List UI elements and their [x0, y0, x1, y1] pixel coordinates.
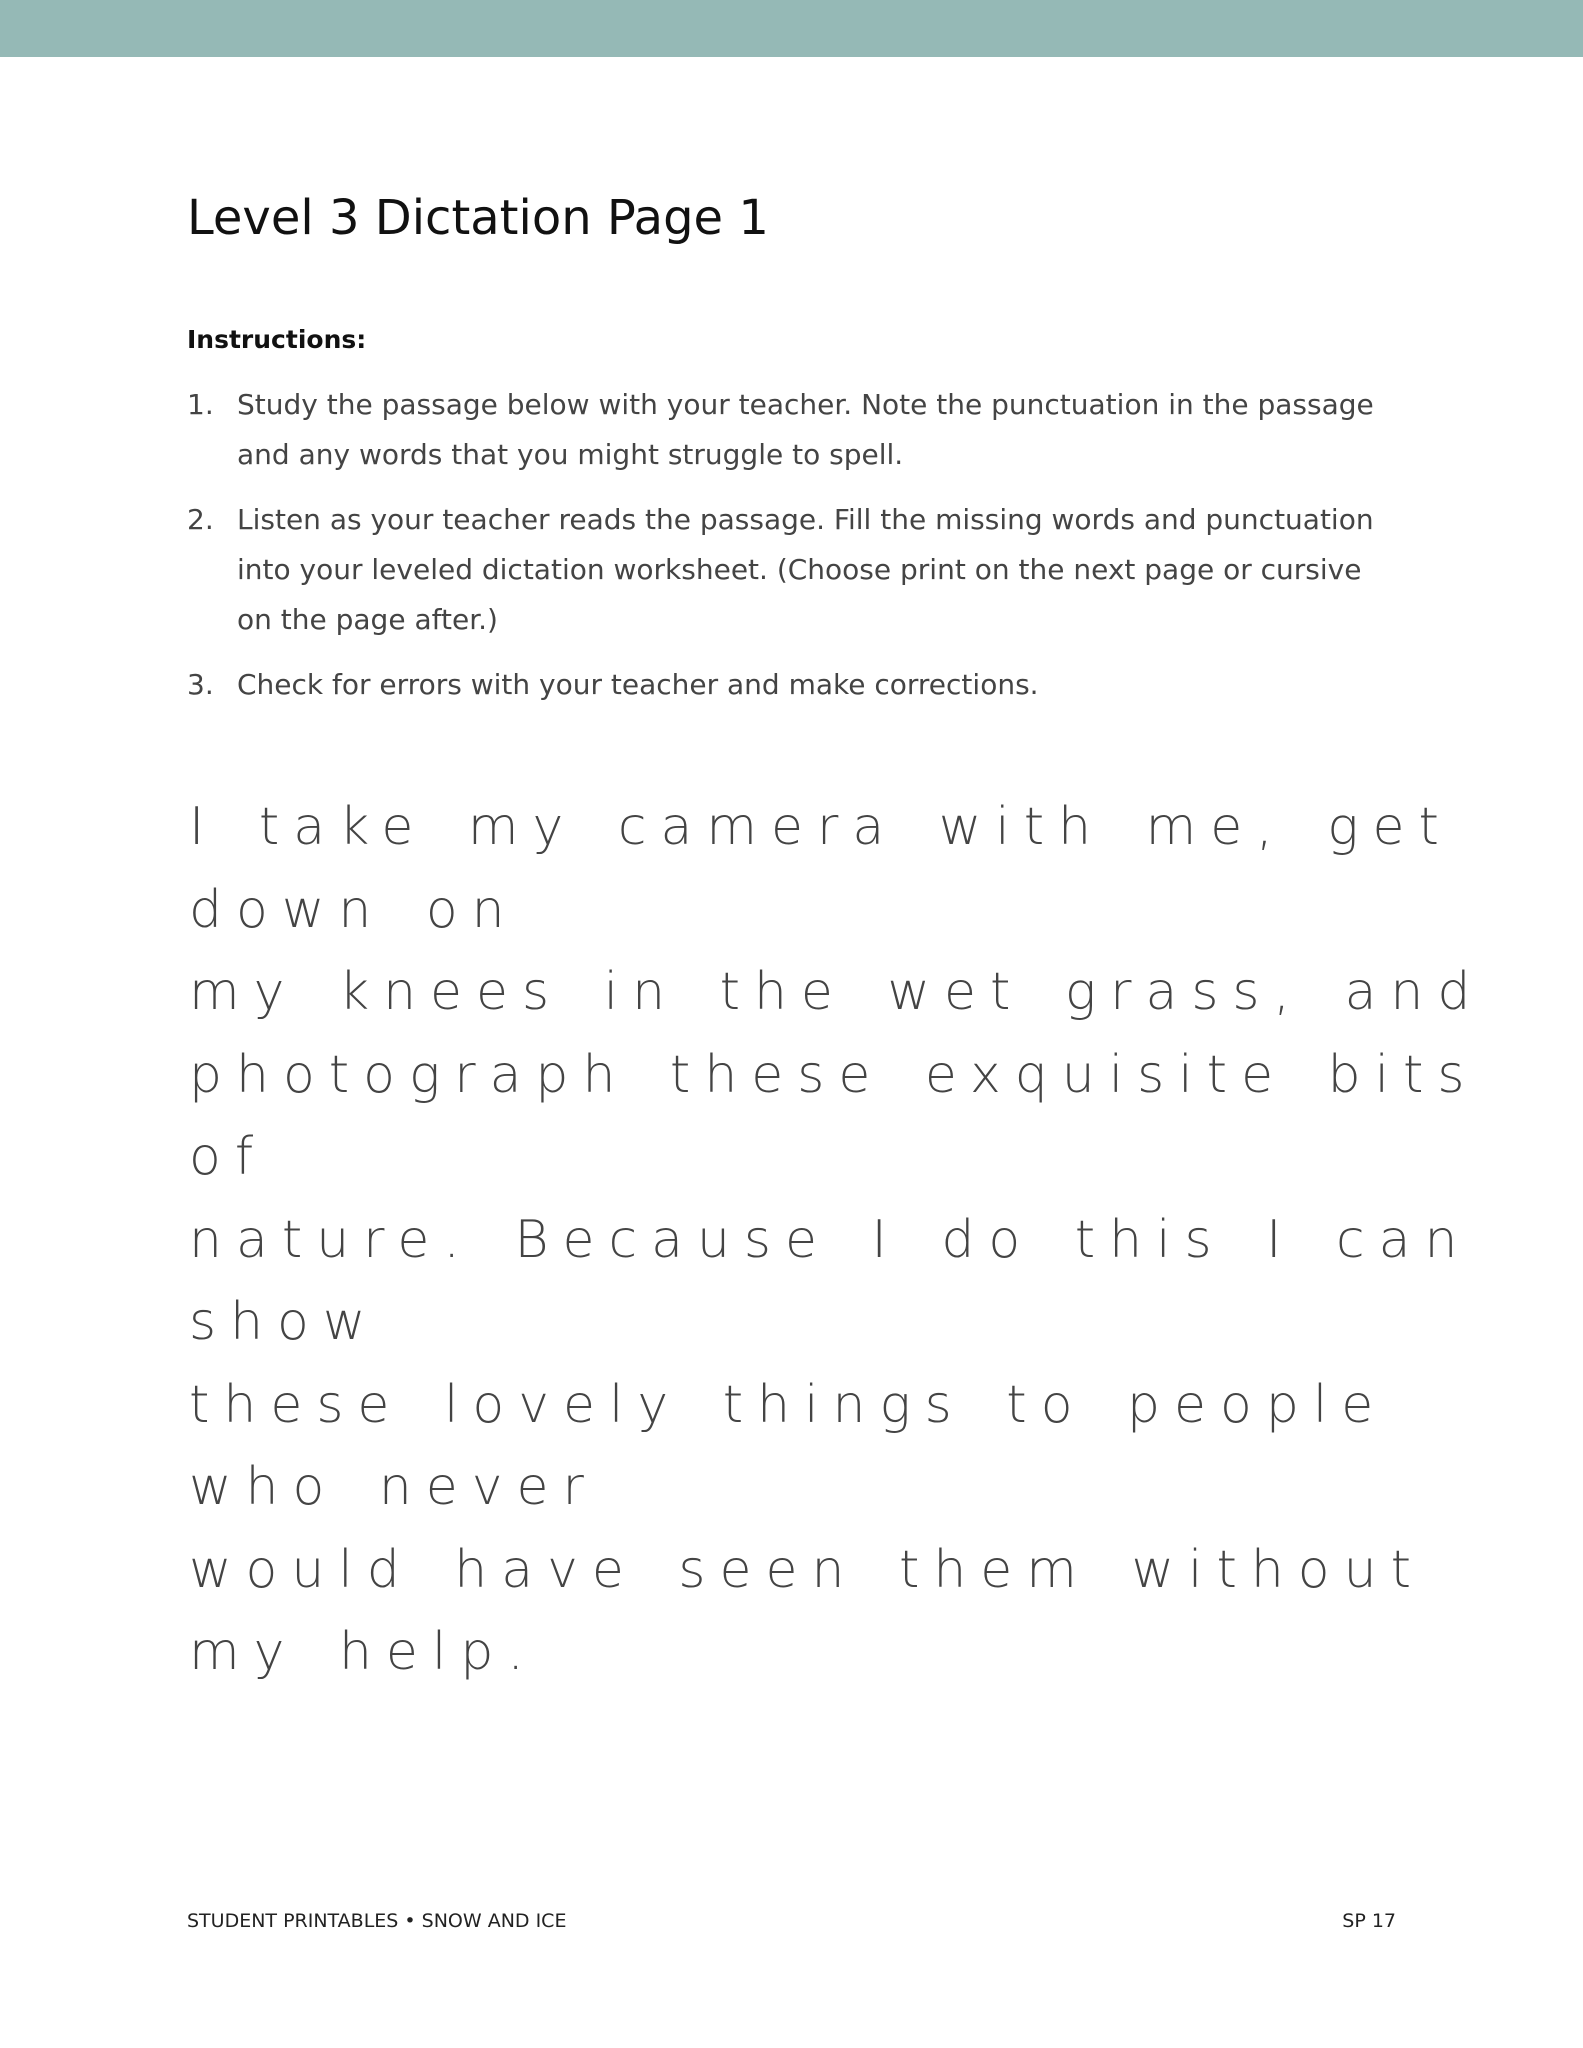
instruction-number: 2. [187, 503, 214, 536]
instruction-number: 1. [187, 388, 214, 421]
dictation-passage: I take my camera with me, get down on my knees in the wet grass, and photograph these exquisite bits of nature. Because I do this I can show these lovely things to people who never would have seen them without my help. [189, 797, 1485, 1682]
instructions-heading: Instructions: [187, 325, 367, 354]
instruction-item-2 [187, 495, 1387, 645]
top-color-band [0, 0, 1583, 57]
instruction-item-1 [187, 380, 1387, 480]
instruction-text: Check for errors with your teacher and make corrections. [237, 668, 1039, 701]
instruction-text: Study the passage below with your teacher. Note the punctuation in the passage and any words that you might struggle to spell. [237, 388, 1374, 471]
instruction-list [187, 380, 1387, 725]
instruction-text: Listen as your teacher reads the passage. Fill the missing words and punctuation into your leveled dictation worksheet. (Choose print on the next page or cursive on the page after.) [237, 503, 1374, 636]
footer-series-label: STUDENT PRINTABLES • SNOW AND ICE [187, 1910, 567, 1932]
footer-page-number: SP 17 [1342, 1910, 1396, 1932]
page-title: Level 3 Dictation Page 1 [187, 190, 769, 246]
instruction-number: 3. [187, 668, 214, 701]
instruction-item-3 [187, 660, 1387, 710]
